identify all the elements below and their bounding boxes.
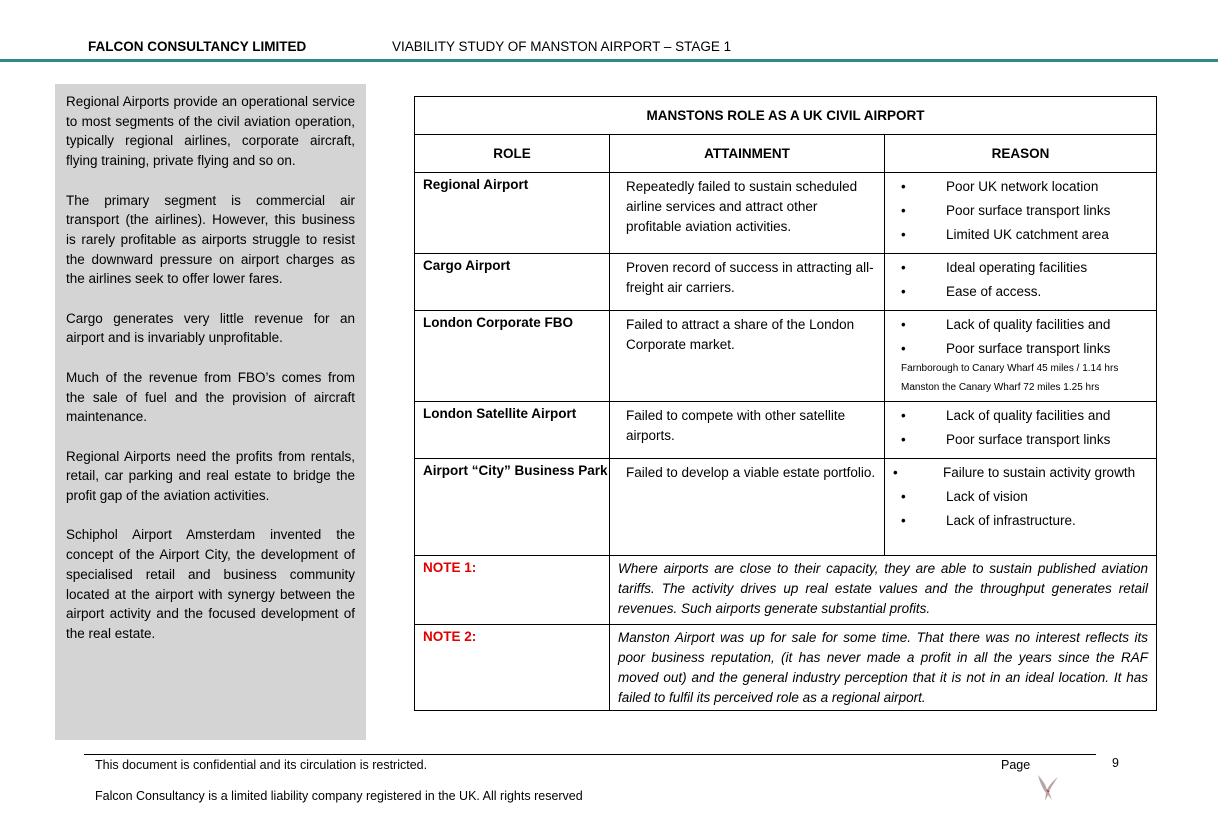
- reason-item: • Limited UK catchment area: [901, 225, 1150, 245]
- distance-note: Manston the Canary Wharf 72 miles 1.25 hrs: [901, 382, 1100, 393]
- distance-note: Farnborough to Canary Wharf 45 miles / 1.14 hrs: [901, 363, 1119, 374]
- reason-cell: [885, 402, 1157, 459]
- reason-cell: [885, 254, 1157, 311]
- table-row: [415, 254, 1157, 311]
- reason-cell: [885, 311, 1157, 402]
- reason-item: • Poor surface transport links: [901, 339, 1150, 359]
- note-text: Manston Airport was up for sale for some time. That there was no interest reflects its poor business reputation, (it has never made a profit in all the years since the RAF moved out) and the general industry perception that it is not in an ideal location. It has failed to fulfil its perceived role as a regional airport.: [610, 625, 1157, 711]
- reason-item: • Lack of vision: [893, 487, 1150, 507]
- bullet-icon: •: [901, 489, 906, 504]
- bullet-icon: •: [901, 317, 906, 332]
- attainment-cell: Failed to attract a share of the London Corporate market.: [610, 311, 885, 402]
- sidebar-paragraph: Regional Airports provide an operational service to most segments of the civil aviation operation, typically regional airlines, corporate aircraft, flying training, private flying and so on.: [66, 94, 355, 169]
- header-company: FALCON CONSULTANCY LIMITED: [88, 39, 307, 54]
- reason-item: • Failure to sustain activity growth: [893, 463, 1150, 483]
- reason-item: • Lack of infrastructure.: [893, 511, 1150, 531]
- header-title: VIABILITY STUDY OF MANSTON AIRPORT – STAGE 1: [392, 39, 732, 54]
- role-cell: London Corporate FBO: [415, 311, 610, 402]
- attainment-cell: Failed to compete with other satellite airports.: [610, 402, 885, 459]
- reason-cell: [885, 459, 1157, 556]
- reason-item: • Poor UK network location: [901, 177, 1150, 197]
- bullet-icon: •: [893, 465, 898, 480]
- bullet-icon: •: [901, 408, 906, 423]
- sidebar-paragraph: The primary segment is commercial air transport (the airlines). However, this business is rarely profitable as airports struggle to resist the downward pressure on airport charges as the airlines seek to offer lower fares.: [66, 192, 355, 287]
- reason-item: • Lack of quality facilities and: [901, 315, 1150, 335]
- sidebar-paragraph: Cargo generates very little revenue for an airport and is invariably unprofitable.: [66, 310, 355, 346]
- column-header-attainment: ATTAINMENT: [610, 135, 885, 173]
- bullet-icon: •: [901, 341, 906, 356]
- reason-cell: [885, 173, 1157, 254]
- reason-item: • Poor surface transport links: [901, 201, 1150, 221]
- role-cell: Cargo Airport: [415, 254, 610, 311]
- table-row: [415, 459, 1157, 556]
- reason-item: • Lack of quality facilities and: [901, 406, 1150, 426]
- bullet-icon: •: [901, 432, 906, 447]
- sidebar-panel: [55, 84, 366, 740]
- role-cell: Airport “City” Business Park: [415, 459, 610, 556]
- note-text: Where airports are close to their capacity, they are able to sustain published aviation tariffs. The activity drives up real estate values and the throughput generates retail revenues. Such airports generate substantial profits.: [610, 556, 1157, 625]
- falcon-logo-icon: [1034, 773, 1060, 803]
- sidebar-paragraph: Schiphol Airport Amsterdam invented the concept of the Airport City, the development of specialised retail and business community located at the airport with synergy between the airport activity and the focused development of the real estate.: [66, 527, 355, 641]
- table-row: [415, 311, 1157, 402]
- footer-divider: [84, 754, 1096, 755]
- footer-page-number: 9: [1112, 756, 1119, 770]
- column-header-role: ROLE: [415, 135, 610, 173]
- reason-item: • Ideal operating facilities: [901, 258, 1150, 278]
- role-cell: London Satellite Airport: [415, 402, 610, 459]
- bullet-icon: •: [901, 260, 906, 275]
- sidebar-paragraph: Regional Airports need the profits from rentals, retail, car parking and real estate to bridge the profit gap of the aviation activities.: [66, 448, 355, 503]
- footer-page-label: Page: [1001, 758, 1031, 772]
- roles-table: [414, 96, 1157, 711]
- attainment-cell: Failed to develop a viable estate portfolio.: [610, 459, 885, 556]
- attainment-cell: Repeatedly failed to sustain scheduled airline services and attract other profitable aviation activities.: [610, 173, 885, 254]
- table-row: [415, 402, 1157, 459]
- header-divider: [0, 59, 1218, 62]
- table-title: MANSTONS ROLE AS A UK CIVIL AIRPORT: [415, 97, 1157, 135]
- note-label: NOTE 2:: [415, 625, 610, 711]
- footer-company-note: Falcon Consultancy is a limited liability company registered in the UK. All rights reserved: [95, 789, 583, 803]
- footer-confidential: This document is confidential and its circulation is restricted.: [95, 758, 428, 772]
- note-row: [415, 556, 1157, 625]
- note-label: NOTE 1:: [415, 556, 610, 625]
- column-header-reason: REASON: [885, 135, 1157, 173]
- role-cell: Regional Airport: [415, 173, 610, 254]
- reason-item: • Ease of access.: [901, 282, 1150, 302]
- table-row: [415, 173, 1157, 254]
- bullet-icon: •: [901, 227, 906, 242]
- attainment-cell: Proven record of success in attracting all-freight air carriers.: [610, 254, 885, 311]
- bullet-icon: •: [901, 203, 906, 218]
- reason-item: • Poor surface transport links: [901, 430, 1150, 450]
- sidebar-paragraph: Much of the revenue from FBO’s comes from the sale of fuel and the provision of aircraft maintenance.: [66, 369, 355, 425]
- bullet-icon: •: [901, 284, 906, 299]
- note-row: [415, 625, 1157, 711]
- bullet-icon: •: [901, 513, 906, 528]
- bullet-icon: •: [901, 179, 906, 194]
